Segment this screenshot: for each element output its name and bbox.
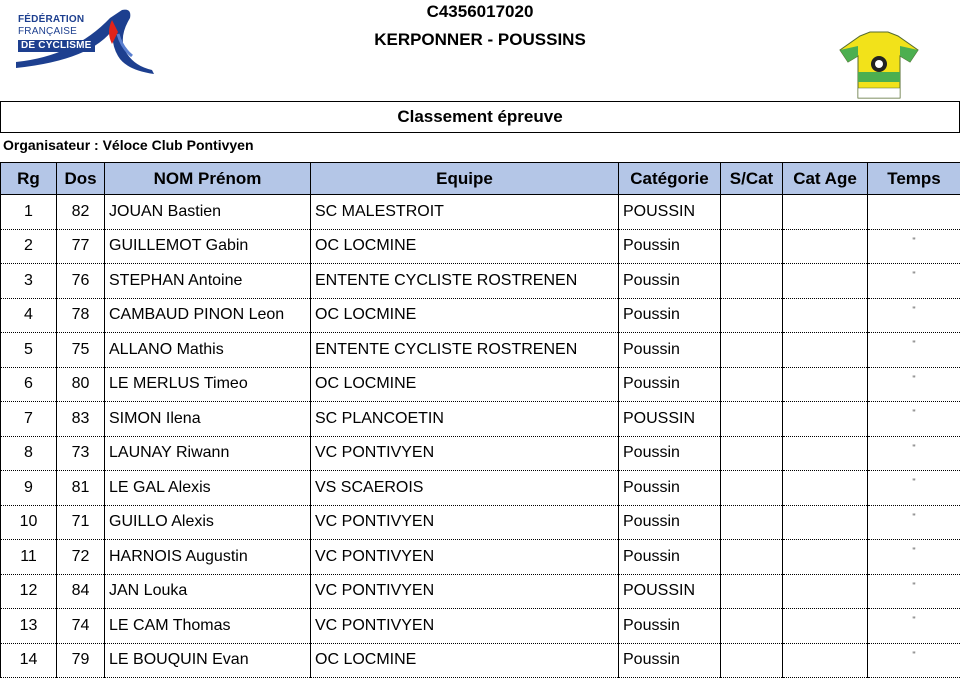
cat-age-cell: [783, 333, 868, 368]
table-row: [1, 264, 960, 299]
category-cell: Poussin: [619, 298, 721, 333]
team-cell: VC PONTIVYEN: [311, 574, 619, 609]
team-cell: SC MALESTROIT: [311, 195, 619, 230]
bib-cell: 77: [57, 229, 105, 264]
subcat-cell: [721, 333, 783, 368]
name-cell: CAMBAUD PINON Leon: [105, 298, 311, 333]
cat-age-cell: [783, 505, 868, 540]
rank-cell: 13: [1, 609, 57, 644]
time-cell: ": [868, 574, 960, 609]
category-cell: Poussin: [619, 609, 721, 644]
name-cell: LE MERLUS Timeo: [105, 367, 311, 402]
column-header: S/Cat: [721, 163, 783, 195]
bib-cell: 73: [57, 436, 105, 471]
bib-cell: 80: [57, 367, 105, 402]
rank-cell: 6: [1, 367, 57, 402]
name-cell: JAN Louka: [105, 574, 311, 609]
bib-cell: 81: [57, 471, 105, 506]
column-header: Rg: [1, 163, 57, 195]
rank-cell: 2: [1, 229, 57, 264]
name-cell: HARNOIS Augustin: [105, 540, 311, 575]
name-cell: GUILLEMOT Gabin: [105, 229, 311, 264]
category-cell: Poussin: [619, 643, 721, 678]
column-header: Cat Age: [783, 163, 868, 195]
time-cell: ": [868, 505, 960, 540]
column-header: Equipe: [311, 163, 619, 195]
table-row: [1, 402, 960, 437]
table-row: [1, 643, 960, 678]
logo-line1: FÉDÉRATION: [18, 14, 95, 26]
bib-cell: 79: [57, 643, 105, 678]
bib-cell: 78: [57, 298, 105, 333]
table-row: [1, 195, 960, 230]
subcat-cell: [721, 609, 783, 644]
name-cell: ALLANO Mathis: [105, 333, 311, 368]
name-cell: LE CAM Thomas: [105, 609, 311, 644]
cat-age-cell: [783, 264, 868, 299]
category-cell: Poussin: [619, 333, 721, 368]
team-cell: SC PLANCOETIN: [311, 402, 619, 437]
rank-cell: 14: [1, 643, 57, 678]
category-cell: Poussin: [619, 471, 721, 506]
rank-cell: 1: [1, 195, 57, 230]
category-cell: POUSSIN: [619, 402, 721, 437]
subcat-cell: [721, 436, 783, 471]
table-row: [1, 471, 960, 506]
time-cell: ": [868, 609, 960, 644]
team-cell: VC PONTIVYEN: [311, 505, 619, 540]
team-cell: VC PONTIVYEN: [311, 540, 619, 575]
cat-age-cell: [783, 298, 868, 333]
subcat-cell: [721, 505, 783, 540]
name-cell: STEPHAN Antoine: [105, 264, 311, 299]
rank-cell: 4: [1, 298, 57, 333]
bib-cell: 83: [57, 402, 105, 437]
team-cell: VS SCAEROIS: [311, 471, 619, 506]
category-cell: Poussin: [619, 264, 721, 299]
rank-cell: 10: [1, 505, 57, 540]
team-cell: VC PONTIVYEN: [311, 436, 619, 471]
name-cell: GUILLO Alexis: [105, 505, 311, 540]
bib-cell: 71: [57, 505, 105, 540]
time-cell: [868, 195, 960, 230]
rank-cell: 7: [1, 402, 57, 437]
cat-age-cell: [783, 471, 868, 506]
team-cell: ENTENTE CYCLISTE ROSTRENEN: [311, 333, 619, 368]
bib-cell: 72: [57, 540, 105, 575]
subcat-cell: [721, 643, 783, 678]
column-header: Catégorie: [619, 163, 721, 195]
subcat-cell: [721, 574, 783, 609]
column-header: NOM Prénom: [105, 163, 311, 195]
ranking-banner: Classement épreuve: [0, 101, 960, 133]
name-cell: LE GAL Alexis: [105, 471, 311, 506]
rank-cell: 5: [1, 333, 57, 368]
team-cell: OC LOCMINE: [311, 298, 619, 333]
race-title: KERPONNER - POUSSINS: [0, 30, 960, 50]
time-cell: ": [868, 540, 960, 575]
table-row: [1, 367, 960, 402]
logo-line2: FRANÇAISE: [18, 26, 95, 38]
bib-cell: 75: [57, 333, 105, 368]
category-cell: Poussin: [619, 540, 721, 575]
team-cell: OC LOCMINE: [311, 229, 619, 264]
race-code: C4356017020: [0, 2, 960, 22]
column-header: Temps: [868, 163, 960, 195]
table-row: [1, 333, 960, 368]
table-row: [1, 436, 960, 471]
cat-age-cell: [783, 540, 868, 575]
table-row: [1, 574, 960, 609]
team-cell: ENTENTE CYCLISTE ROSTRENEN: [311, 264, 619, 299]
category-cell: POUSSIN: [619, 574, 721, 609]
subcat-cell: [721, 298, 783, 333]
table-row: [1, 609, 960, 644]
column-header: Dos: [57, 163, 105, 195]
bib-cell: 76: [57, 264, 105, 299]
category-cell: Poussin: [619, 229, 721, 264]
category-cell: Poussin: [619, 436, 721, 471]
table-header-row: [1, 163, 960, 195]
subcat-cell: [721, 540, 783, 575]
logo-line3: DE CYCLISME: [18, 40, 95, 52]
bib-cell: 74: [57, 609, 105, 644]
category-cell: Poussin: [619, 505, 721, 540]
club-jersey-icon: [838, 28, 920, 100]
cat-age-cell: [783, 643, 868, 678]
rank-cell: 12: [1, 574, 57, 609]
subcat-cell: [721, 195, 783, 230]
category-cell: Poussin: [619, 367, 721, 402]
time-cell: ": [868, 436, 960, 471]
subcat-cell: [721, 402, 783, 437]
name-cell: LE BOUQUIN Evan: [105, 643, 311, 678]
bib-cell: 82: [57, 195, 105, 230]
time-cell: ": [868, 367, 960, 402]
rank-cell: 11: [1, 540, 57, 575]
time-cell: ": [868, 229, 960, 264]
time-cell: ": [868, 643, 960, 678]
time-cell: ": [868, 264, 960, 299]
team-cell: OC LOCMINE: [311, 367, 619, 402]
results-table: [0, 162, 960, 678]
category-cell: POUSSIN: [619, 195, 721, 230]
rank-cell: 8: [1, 436, 57, 471]
subcat-cell: [721, 229, 783, 264]
rank-cell: 9: [1, 471, 57, 506]
cat-age-cell: [783, 367, 868, 402]
table-row: [1, 505, 960, 540]
time-cell: ": [868, 471, 960, 506]
time-cell: ": [868, 333, 960, 368]
subcat-cell: [721, 367, 783, 402]
table-row: [1, 540, 960, 575]
time-cell: ": [868, 402, 960, 437]
name-cell: LAUNAY Riwann: [105, 436, 311, 471]
page-header: [0, 0, 960, 100]
name-cell: JOUAN Bastien: [105, 195, 311, 230]
bib-cell: 84: [57, 574, 105, 609]
cat-age-cell: [783, 402, 868, 437]
rank-cell: 3: [1, 264, 57, 299]
team-cell: OC LOCMINE: [311, 643, 619, 678]
cat-age-cell: [783, 574, 868, 609]
cat-age-cell: [783, 229, 868, 264]
subcat-cell: [721, 264, 783, 299]
table-row: [1, 298, 960, 333]
table-row: [1, 229, 960, 264]
subcat-cell: [721, 471, 783, 506]
cat-age-cell: [783, 195, 868, 230]
team-cell: VC PONTIVYEN: [311, 609, 619, 644]
time-cell: ": [868, 298, 960, 333]
cat-age-cell: [783, 436, 868, 471]
cat-age-cell: [783, 609, 868, 644]
organisateur-label: Organisateur : Véloce Club Pontivyen: [3, 137, 254, 153]
name-cell: SIMON Ilena: [105, 402, 311, 437]
